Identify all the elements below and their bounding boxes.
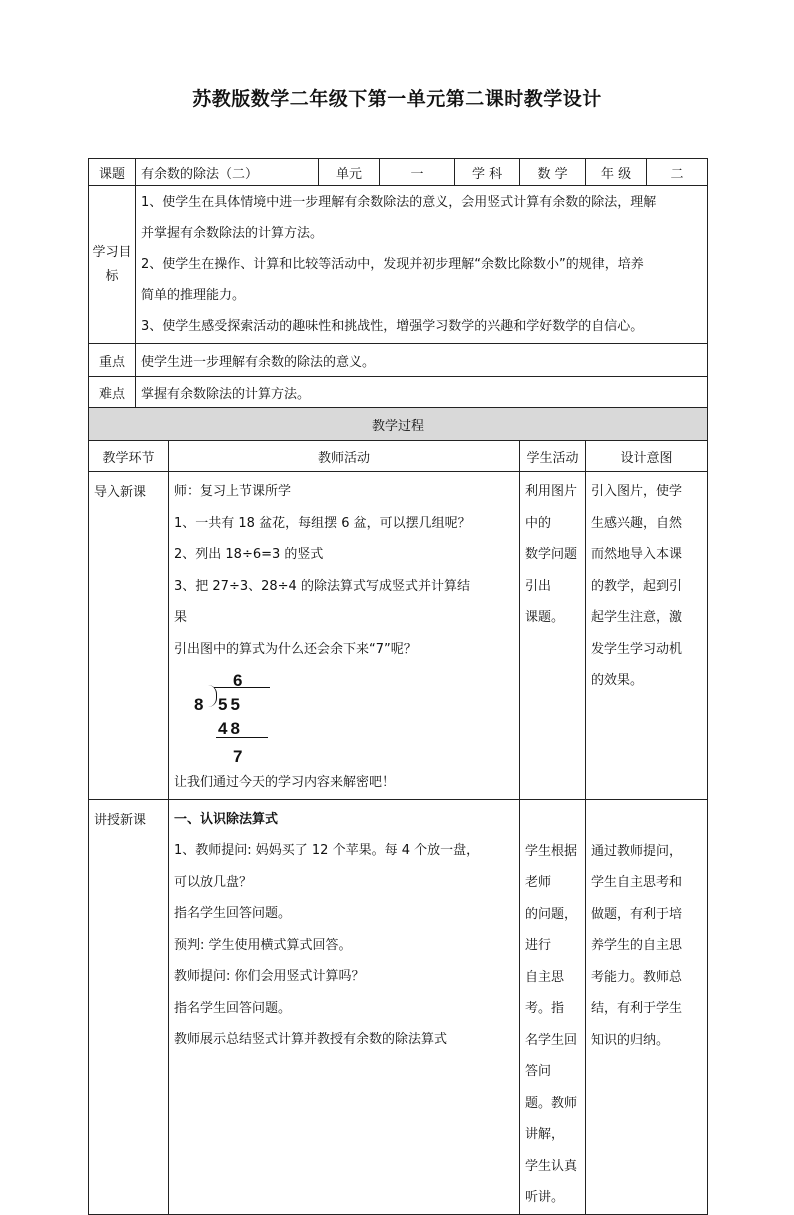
teacher-line: 让我们通过今天的学习内容来解密吧！ — [174, 775, 396, 790]
teacher-line: 教师展示总结竖式计算并教授有余数的除法算式 — [174, 1032, 448, 1047]
student-line: 的问题，进行 — [525, 906, 578, 953]
objective-line: 2、使学生在操作、计算和比较等活动中，发现并初步理解“余数比除数小”的规律，培养 — [141, 257, 644, 272]
objective-line: 并掌握有余数除法的计算方法。 — [141, 226, 324, 241]
intent-line: 通过教师提问， — [591, 843, 683, 859]
teacher-line: 可以放几盘？ — [174, 874, 253, 890]
col-stage: 教学环节 — [89, 441, 169, 472]
division-quotient: 6 — [233, 671, 243, 690]
topic-value: 有余数的除法（二） — [136, 159, 319, 186]
unit-value: 一 — [380, 159, 455, 186]
objectives-content — [136, 186, 708, 344]
key-point-label: 重点 — [89, 344, 136, 377]
grade-value: 二 — [647, 159, 708, 186]
stage-intro-intent — [586, 472, 708, 800]
division-divisor: 8 — [194, 695, 204, 714]
page-title: 苏教版数学二年级下第一单元第二课时教学设计 — [192, 88, 602, 110]
section-heading: 一、认识除法算式 — [174, 811, 279, 827]
process-title-row — [89, 408, 708, 441]
process-title: 教学过程 — [89, 408, 708, 441]
subject-label: 学 科 — [455, 159, 520, 186]
teacher-line: 教师提问: 你们会用竖式计算吗？ — [174, 969, 365, 984]
teacher-line: 1、教师提问: 妈妈买了 12 个苹果。每 4 个放一盘， — [174, 843, 480, 858]
teacher-line: 师：复习上节课所学 — [174, 484, 292, 499]
objective-line: 1、使学生在具体情境中进一步理解有余数除法的意义，会用竖式计算有余数的除法，理解 — [141, 195, 657, 210]
division-remainder: 7 — [233, 747, 243, 766]
teacher-line: 指名学生回答问题。 — [174, 906, 292, 921]
objectives-label — [89, 186, 136, 344]
intent-line: 知识的归纳。 — [591, 1032, 670, 1048]
stage-teach-row — [89, 799, 708, 1214]
lesson-plan-table — [88, 158, 708, 1215]
intent-line: 引入图片，使学 — [591, 484, 683, 499]
objective-line: 简单的推理能力。 — [141, 288, 246, 303]
intent-line: 而然地导入本课 — [591, 547, 683, 562]
student-line: 学生根据老师 — [525, 843, 578, 890]
intent-line: 做题，有利于培 — [591, 906, 683, 922]
key-point-row — [89, 344, 708, 377]
division-dividend: 55 — [218, 695, 243, 714]
teacher-line: 2、列出 18÷6=3 的竖式 — [174, 547, 324, 562]
stage-intro-row — [89, 472, 708, 800]
process-header-row — [89, 441, 708, 472]
objectives-label-text: 学习目标 — [92, 244, 132, 284]
stage-intro-teacher — [169, 472, 520, 800]
objective-line: 3、使学生感受探索活动的趣味性和挑战性，增强学习数学的兴趣和学好数学的自信心。 — [141, 319, 644, 334]
intent-line: 养学生的自主思 — [591, 938, 683, 953]
col-teacher: 教师活动 — [169, 441, 520, 472]
teacher-line: 指名学生回答问题。 — [174, 1000, 292, 1016]
teacher-line: 1、一共有 18 盆花，每组摆 6 盆，可以摆几组呢？ — [174, 515, 471, 531]
student-line: 利用图片中的 — [525, 484, 578, 531]
student-line: 课题。 — [525, 610, 565, 625]
stage-intro-student — [520, 472, 586, 800]
stage-teach-intent — [586, 799, 708, 1214]
student-line: 自主思考。指 — [525, 969, 565, 1016]
intent-line: 发学生学习动机 — [591, 641, 683, 657]
subject-value: 数 学 — [520, 159, 586, 186]
intent-line: 生感兴趣，自然 — [591, 515, 683, 531]
teacher-line: 果 — [174, 610, 188, 625]
long-division-figure — [188, 665, 308, 767]
division-subtract-line — [216, 737, 268, 738]
student-line: 题。教师讲解， — [525, 1095, 578, 1142]
intent-line: 学生自主思考和 — [591, 875, 683, 890]
intent-line: 考能力。教师总 — [591, 969, 683, 985]
difficult-point-label: 难点 — [89, 377, 136, 408]
intent-line: 的教学，起到引 — [591, 578, 683, 594]
grade-label: 年 级 — [586, 159, 647, 186]
division-product: 48 — [218, 719, 243, 738]
key-point-value: 使学生进一步理解有余数的除法的意义。 — [136, 344, 708, 377]
stage-teach-student — [520, 799, 586, 1214]
teacher-line: 引出图中的算式为什么还会余下来“7”呢？ — [174, 641, 417, 657]
student-line: 数学问题引出 — [525, 547, 578, 594]
intent-line: 结，有利于学生 — [591, 1001, 683, 1016]
student-line: 名学生回答问 — [525, 1032, 578, 1079]
stage-teach-name: 讲授新课 — [89, 799, 169, 1214]
unit-label: 单元 — [319, 159, 380, 186]
difficult-point-value: 掌握有余数除法的计算方法。 — [136, 377, 708, 408]
student-line: 学生认真听讲。 — [525, 1158, 578, 1205]
stage-teach-teacher — [169, 799, 520, 1214]
difficult-point-row — [89, 377, 708, 408]
col-student: 学生活动 — [520, 441, 586, 472]
intent-line: 的效果。 — [591, 673, 644, 688]
teacher-line: 预判: 学生使用横式算式回答。 — [174, 937, 352, 953]
topic-label: 课题 — [89, 159, 136, 186]
col-intent: 设计意图 — [586, 441, 708, 472]
header-row — [89, 159, 708, 186]
objectives-row — [89, 186, 708, 344]
intent-line: 起学生注意，激 — [591, 610, 683, 625]
division-bracket — [208, 685, 217, 707]
stage-intro-name: 导入新课 — [89, 472, 169, 800]
division-quotient-line — [214, 687, 270, 688]
teacher-line: 3、把 27÷3、28÷4 的除法算式写成竖式并计算结 — [174, 578, 470, 594]
